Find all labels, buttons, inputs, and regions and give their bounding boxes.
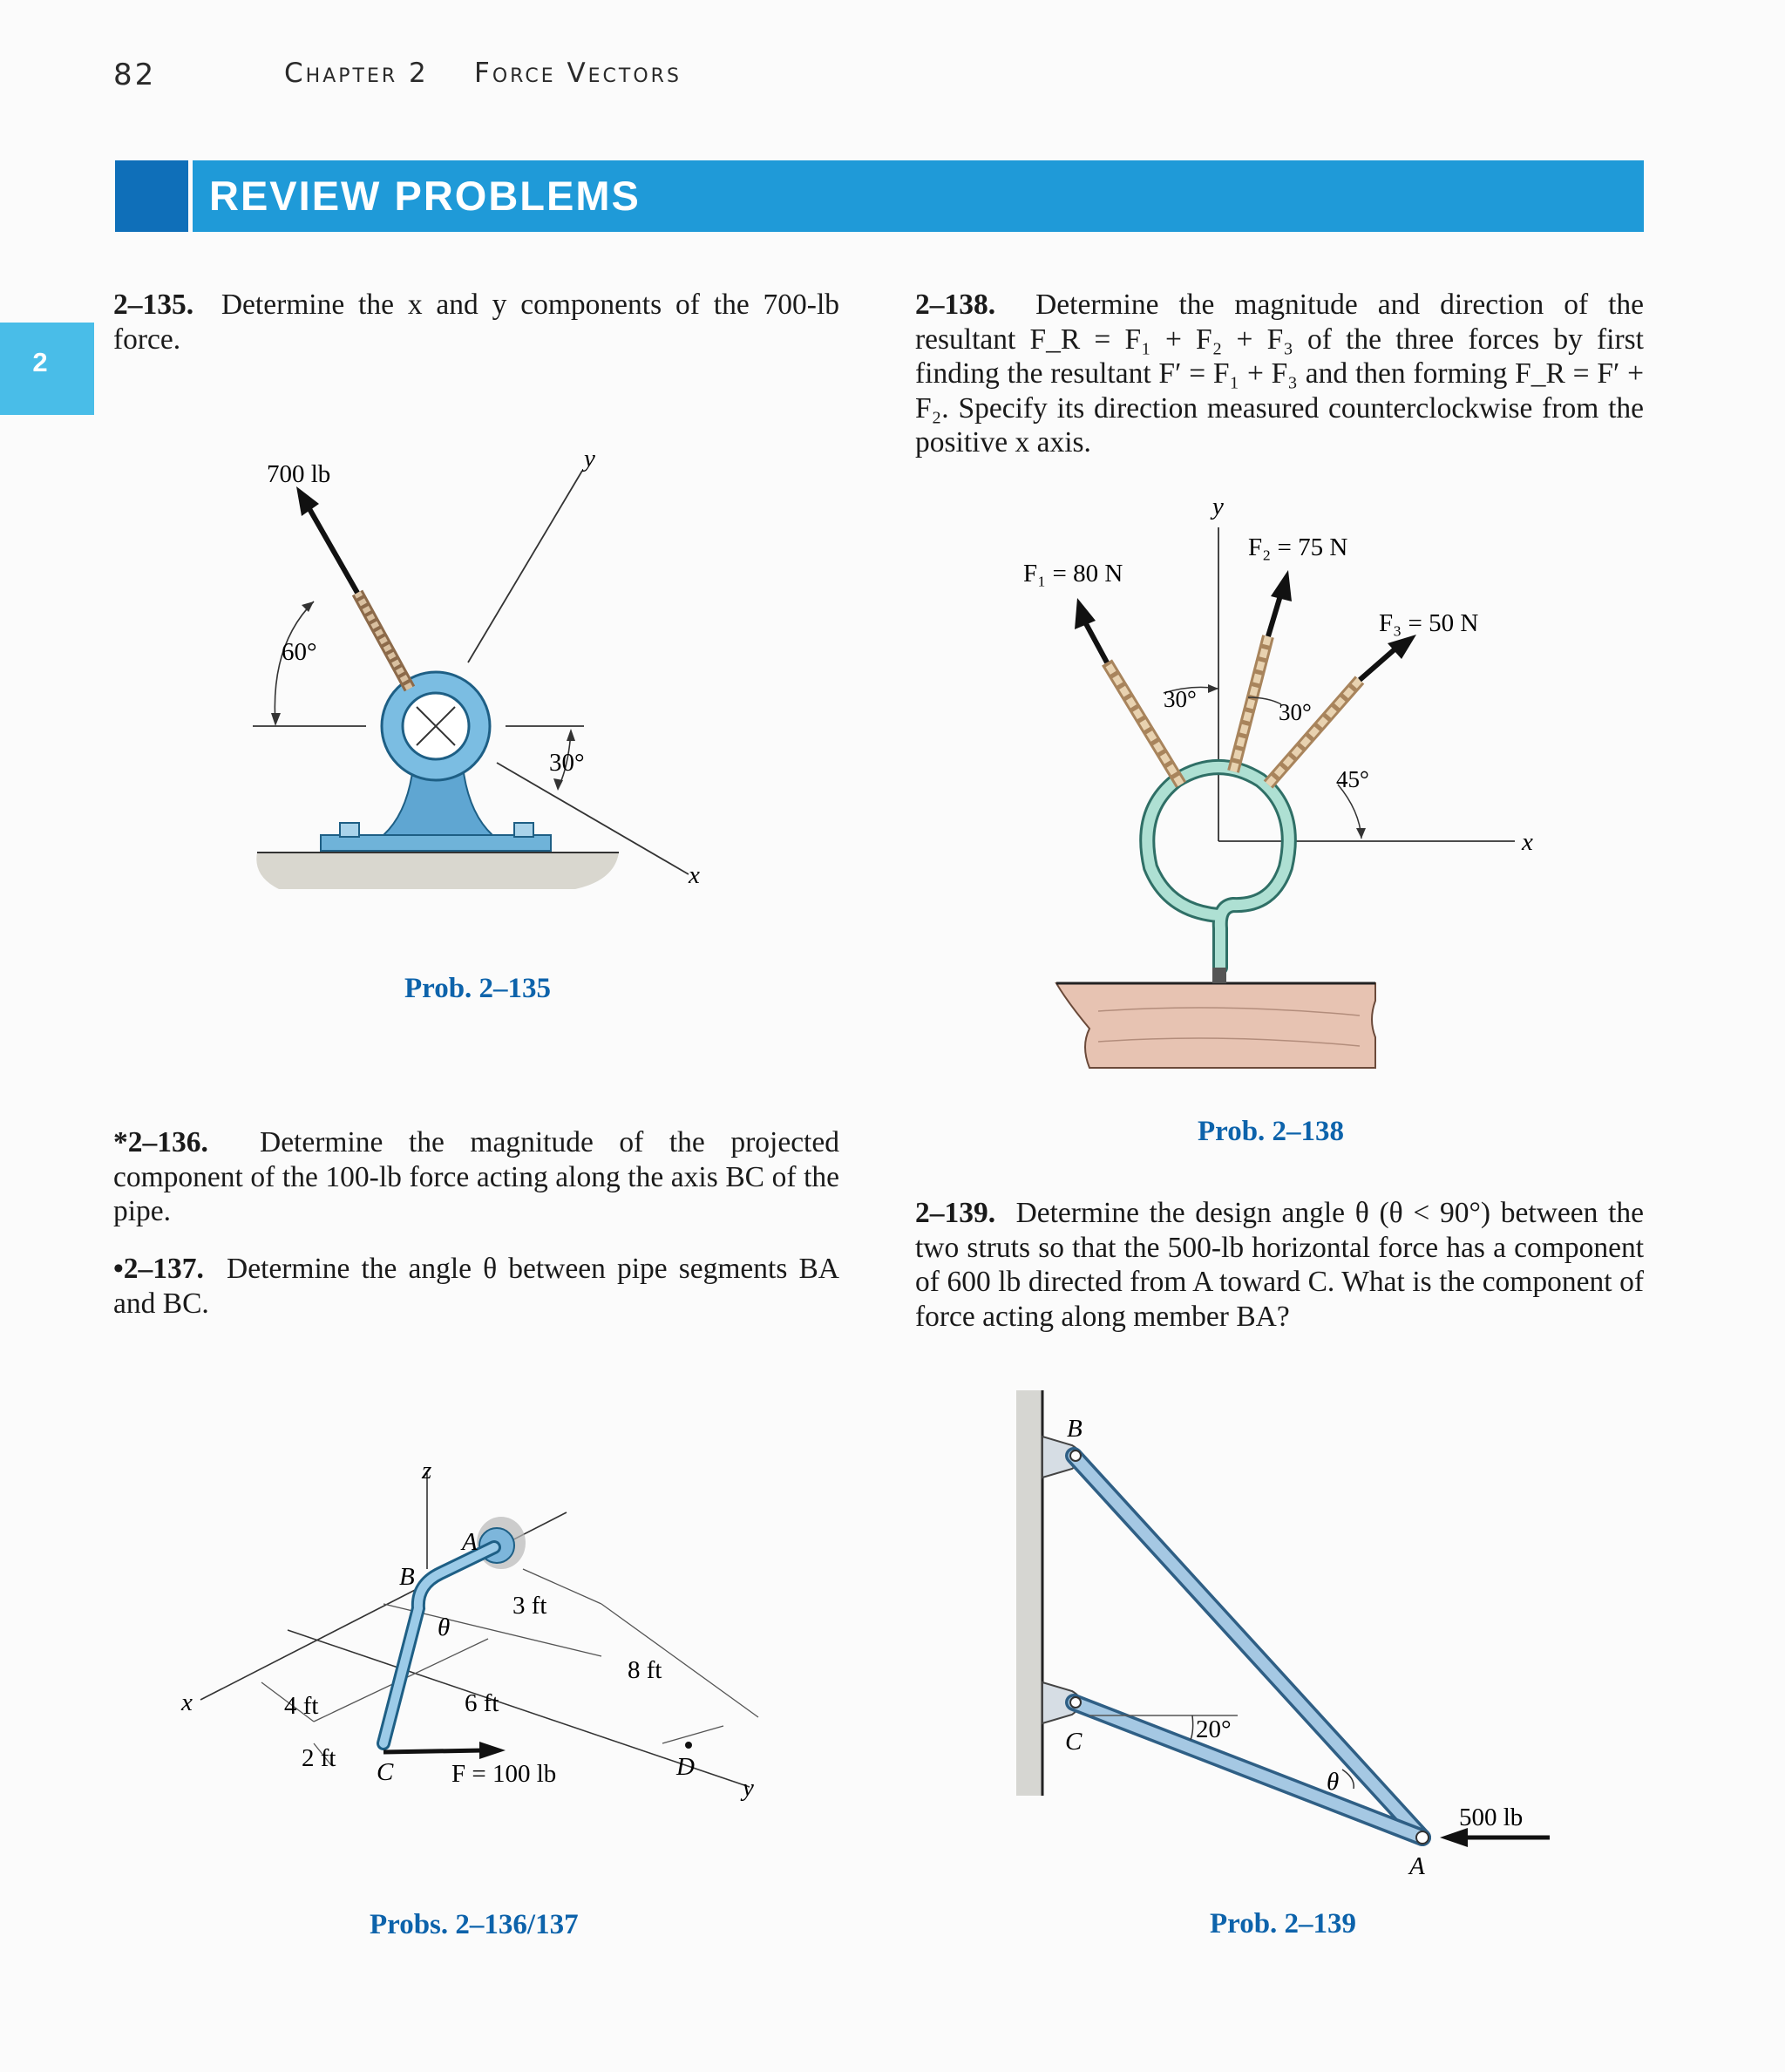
problem-2-137 (113, 1252, 839, 1321)
point-label-b: B (1067, 1415, 1083, 1443)
figure-prob-2-139 (1002, 1377, 1560, 1883)
figure-caption: Prob. 2–138 (1198, 1116, 1345, 1147)
page-number: 82 (113, 58, 157, 92)
problem-text: Determine the x and y components of the 700-lb force. (113, 289, 839, 356)
problem-number: 2–135. (113, 289, 194, 321)
chapter-tab-label: 2 (32, 347, 48, 377)
figure-caption: Prob. 2–135 (404, 973, 552, 1004)
figure-prob-2-138 (1011, 479, 1551, 1107)
wall (1016, 1390, 1042, 1796)
angle-label-theta: θ (1327, 1768, 1340, 1796)
axis-label-y: y (743, 1774, 754, 1802)
axis-label-z: z (422, 1457, 432, 1484)
dimension-label: 2 ft (302, 1744, 336, 1772)
problem-number: *2–136. (113, 1126, 208, 1158)
problem-2-136 (113, 1125, 839, 1229)
problem-number: •2–137. (113, 1253, 204, 1285)
force-arrow (383, 1750, 484, 1752)
joint-a (1416, 1831, 1429, 1844)
problem-text: Determine the magnitude of the projected component of the 100-lb force acting along the axis BC of the pipe. (113, 1126, 839, 1227)
angle-label: 45° (1336, 766, 1369, 792)
problem-text: Determine the angle θ between pipe segments BA and BC. (113, 1253, 839, 1320)
force-label: 500 lb (1459, 1804, 1524, 1831)
dimension-label: 3 ft (512, 1592, 547, 1620)
angle-label: 30° (1279, 699, 1312, 725)
axis-label-x: x (1522, 828, 1533, 856)
axis-label-y: y (1212, 493, 1224, 520)
section-title: REVIEW PROBLEMS (209, 173, 641, 219)
axis-label-x: x (181, 1688, 193, 1716)
chapter-title: Force Vectors (474, 58, 682, 89)
point-d (685, 1742, 692, 1749)
point-label-a: A (462, 1528, 478, 1556)
chapter-label: Chapter 2 (284, 58, 429, 89)
axis-label-x: x (689, 861, 700, 889)
point-label-c: C (1065, 1728, 1083, 1756)
force-arrow-f2 (1268, 593, 1281, 636)
dimension-label: 4 ft (284, 1692, 319, 1720)
force-arrow-f1 (1083, 619, 1107, 662)
force-arrow-f3 (1360, 649, 1395, 680)
wood-block (1056, 983, 1375, 1068)
ground-surface (256, 853, 619, 889)
force-label: 700 lb (267, 460, 331, 488)
problem-2-138 (915, 288, 1644, 460)
point-label-c: C (377, 1758, 394, 1786)
bolt (340, 823, 359, 837)
point-label-a: A (1409, 1852, 1425, 1880)
angle-label: 60° (282, 638, 317, 666)
angle-label: 30° (1164, 686, 1197, 712)
force-arrow (305, 501, 357, 593)
problem-text: Determine the magnitude and direction of the resultant F_R = F₁ + F₂ + F₃ of the three forces by first finding the resultant F′ = F₁ + F₃ and then forming F_R = F′ + F₂. Specify its direction measured counterclockwise from the positive x axis. (915, 289, 1645, 459)
problem-number: 2–138. (915, 289, 996, 321)
figure-caption: Probs. 2–136/137 (370, 1909, 579, 1940)
figure-prob-2-135 (244, 436, 700, 924)
angle-label: 30° (549, 749, 585, 777)
figure-caption: Prob. 2–139 (1210, 1908, 1357, 1940)
angle-label: 20° (1196, 1715, 1232, 1743)
point-label-d: D (676, 1753, 695, 1781)
force-label-f1: F₁ = 80 N (1023, 560, 1123, 588)
dimension-label: 8 ft (628, 1656, 662, 1684)
axis-label-y: y (584, 445, 595, 472)
force-label-f3: F₃ = 50 N (1379, 609, 1479, 637)
banner-accent-block (115, 160, 188, 232)
problem-number: 2–139. (915, 1197, 996, 1229)
point-label-b: B (399, 1563, 415, 1591)
problem-text: Determine the design angle θ (θ < 90°) between the two struts so that the 500-lb horizontal force has a component of 600 lb directed from A toward C. What is the component of force acting along member BA? (915, 1197, 1645, 1333)
y-axis (468, 471, 582, 662)
angle-label-theta: θ (438, 1613, 451, 1641)
dimension-label: 6 ft (465, 1689, 499, 1717)
arrow-head (296, 486, 319, 516)
force-label: F = 100 lb (451, 1760, 557, 1788)
figure-probs-2-136-137 (174, 1447, 767, 1813)
problem-2-135 (113, 288, 839, 357)
force-label-f2: F₂ = 75 N (1248, 533, 1348, 561)
banner-divider (188, 160, 193, 232)
bolt (514, 823, 533, 837)
problem-2-139 (915, 1196, 1644, 1334)
